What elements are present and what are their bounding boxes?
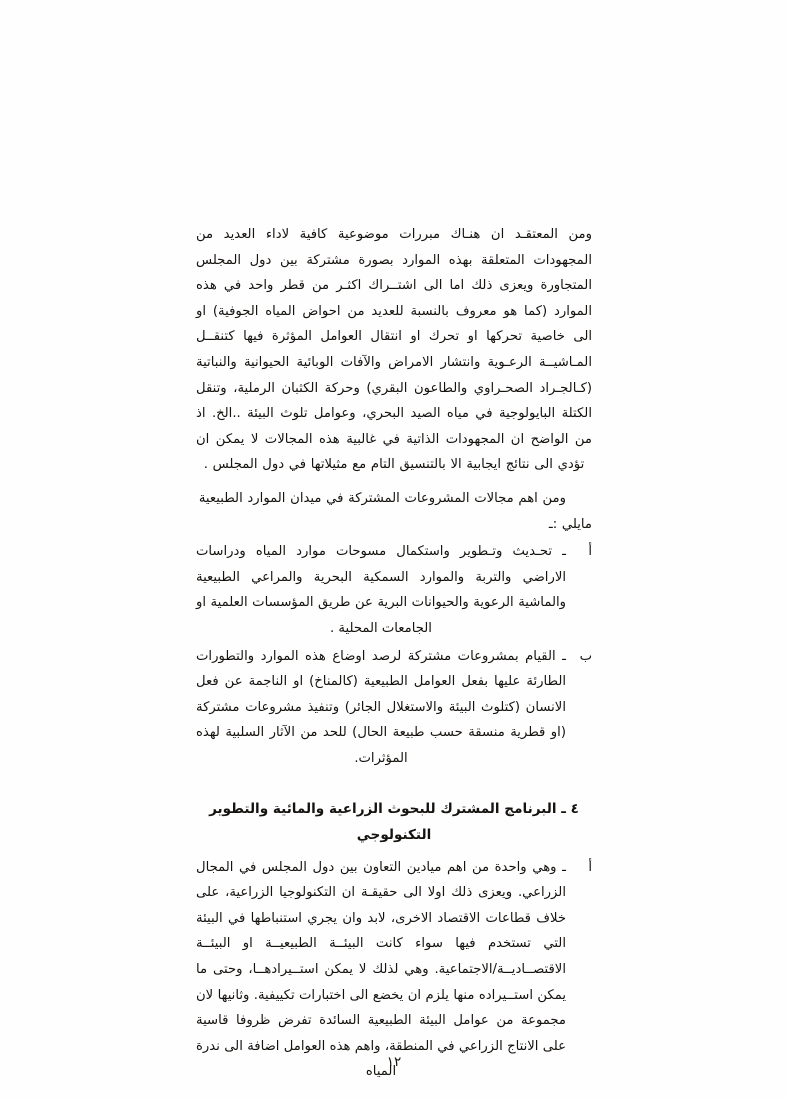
- list-marker-alef: أ: [588, 544, 592, 560]
- section-list: [196, 855, 592, 1085]
- list-marker-alef: أ: [588, 859, 592, 875]
- paragraph-intro: ومن المعتقـد ان هنـاك مبررات موضوعية كافية لاداء العديد من المجهودات المتعلقة بهذه الموارد بصورة مشتركة بين دول المجلس المتجاورة ويعزى ذلك اما الى اشتــراك اكثـر من قطر واحد في هذه الموارد (كما هو معروف بالنسبة للعديد من احواض المياه الجوفية) او الى خاصية تحركها او تحرك او انتقال العوامل المؤثرة فيها كتنقــل المـاشيــة الرعـوية وانتشار الامراض والآفات الوبائية الحيوانية والنباتية (كـالجـراد الصحـراوي والطاعون البقري) وحركة الكثبان الرملية، وتنقل الكتلة البايولوجية في مياه الصيد البحري، وعوامل تلوث البيئة ..الخ. اذ من الواضح ان المجهودات الذاتية في غالبية هذه المجالات لا يمكن ان تؤدي الى نتائج ايجابية الا بالتنسيق التام مع مثيلاتها في دول المجلس .: [196, 227, 592, 473]
- page-number: ١٢: [386, 1054, 402, 1070]
- natural-resources-list: [196, 539, 592, 771]
- list-item-text: ـ وهي واحدة من اهم ميادين التعاون بين دول المجلس في المجال الزراعي. ويعزى ذلك اولا الى حقيقـة ان التكنولوجيا الزراعية، على خلاف قطاعات الاقتصاد الاخرى، لابد وان يجري استنباطها في البيئة التي تستخدم فيها سواء كانت البيئــة الطبيعيــة او البيئــة الاقتصــاديــة/الاجتماعية. وهي لذلك لا يمكن استــيرادهــا، وحتى ما يمكن استــيراده منها يلزم ان يخضع الى اختبارات تكييفية. وثانيها لان مجموعة من عوامل البيئة الطبيعية السائدة تفرض ظروفا قاسية على الانتاج الزراعي في المنطقة، واهم هذه العوامل اضافة الى ندرة المياه: [196, 859, 566, 1080]
- section-heading: ٤ ـ البرنامج المشترك للبحوث الزراعية والمائية والتطوير التكنولوجي: [209, 801, 579, 844]
- list-item: [196, 539, 592, 641]
- list-item: [196, 644, 592, 772]
- list-item-text: ـ تحـديث وتـطوير واستكمال مسوحات موارد المياه ودراسات الاراضي والتربة والموارد السمكية البحرية والمراعي الطبيعية والماشية الرعوية والحيوانات البرية عن طريق المؤسسات العلمية او الجامعات المحلية .: [196, 544, 566, 636]
- list-item: [196, 855, 592, 1085]
- list-item-text: ـ القيام بمشروعات مشتركة لرصد اوضاع هذه الموارد والتطورات الطارئة عليها بفعل العوامل الطبيعية (كالمناخ) او الناجمة عن فعل الانسان (كتلوث البيئة والاستغلال الجائر) وتنفيذ مشروعات مشتركة (او قطرية منسقة حسب طبيعة الحال) للحد من الآثار السلبية لهذه المؤثرات.: [196, 648, 566, 766]
- page-content: [196, 222, 592, 1085]
- paragraph-lead-in: ومن اهم مجالات المشروعات المشتركة في ميدان الموارد الطبيعية مايلي :ـ: [198, 490, 592, 532]
- list-marker-baa: ب: [579, 648, 592, 664]
